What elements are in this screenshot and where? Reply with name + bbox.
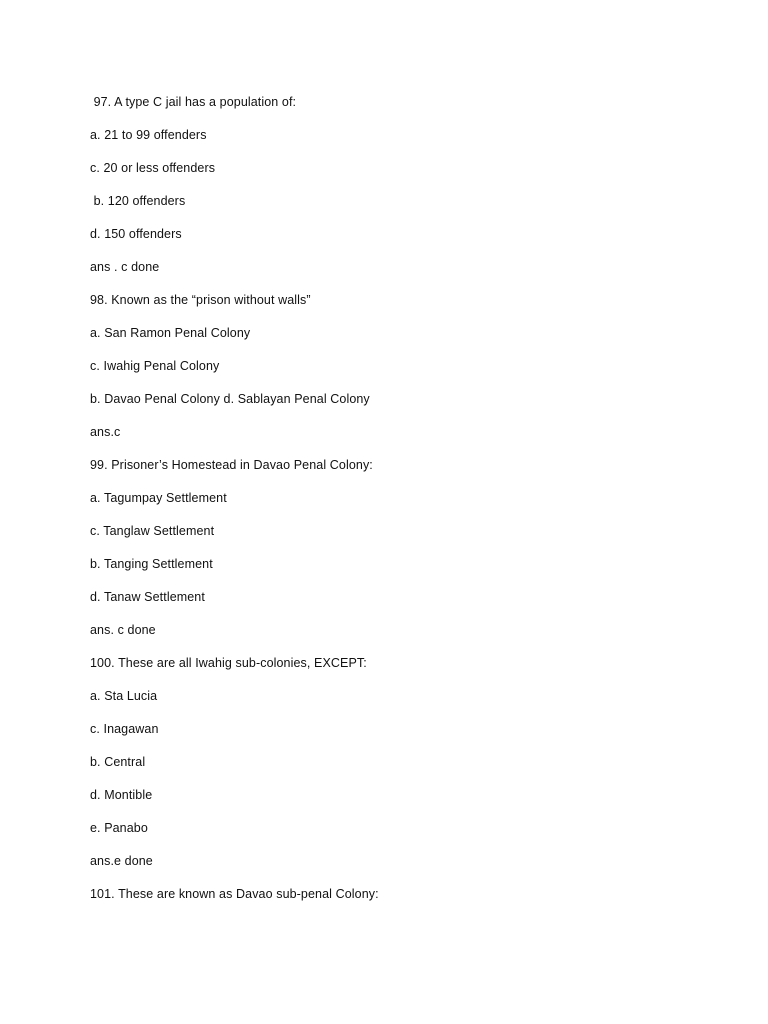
choice-line: b. Tanging Settlement: [90, 557, 213, 571]
answer-line: ans.e done: [90, 854, 153, 868]
choice-line: b. 120 offenders: [90, 194, 186, 208]
choice-line: b. Central: [90, 755, 146, 769]
document-body: [90, 92, 710, 917]
choice-line: c. Tanglaw Settlement: [90, 524, 215, 538]
question-101: 101. These are known as Davao sub-penal Colony:: [90, 887, 379, 901]
choice-line: a. 21 to 99 offenders: [90, 128, 207, 142]
choice-line: a. Tagumpay Settlement: [90, 491, 227, 505]
choice-line: d. 150 offenders: [90, 227, 182, 241]
question-98: 98. Known as the “prison without walls”: [90, 293, 311, 307]
choice-line: d. Montible: [90, 788, 153, 802]
choice-line: a. Sta Lucia: [90, 689, 158, 703]
choice-line: c. Inagawan: [90, 722, 159, 736]
question-99: 99. Prisoner’s Homestead in Davao Penal Colony:: [90, 458, 373, 472]
answer-line: ans . c done: [90, 260, 160, 274]
choice-line: c. Iwahig Penal Colony: [90, 359, 220, 373]
question-100: 100. These are all Iwahig sub-colonies, EXCEPT:: [90, 656, 367, 670]
answer-line: ans. c done: [90, 623, 156, 637]
question-97: 97. A type C jail has a population of:: [90, 95, 297, 109]
choice-line: b. Davao Penal Colony d. Sablayan Penal Colony: [90, 392, 370, 406]
choice-line: d. Tanaw Settlement: [90, 590, 205, 604]
choice-line: c. 20 or less offenders: [90, 161, 216, 175]
choice-line: e. Panabo: [90, 821, 148, 835]
choice-line: a. San Ramon Penal Colony: [90, 326, 251, 340]
answer-line: ans.c: [90, 425, 121, 439]
